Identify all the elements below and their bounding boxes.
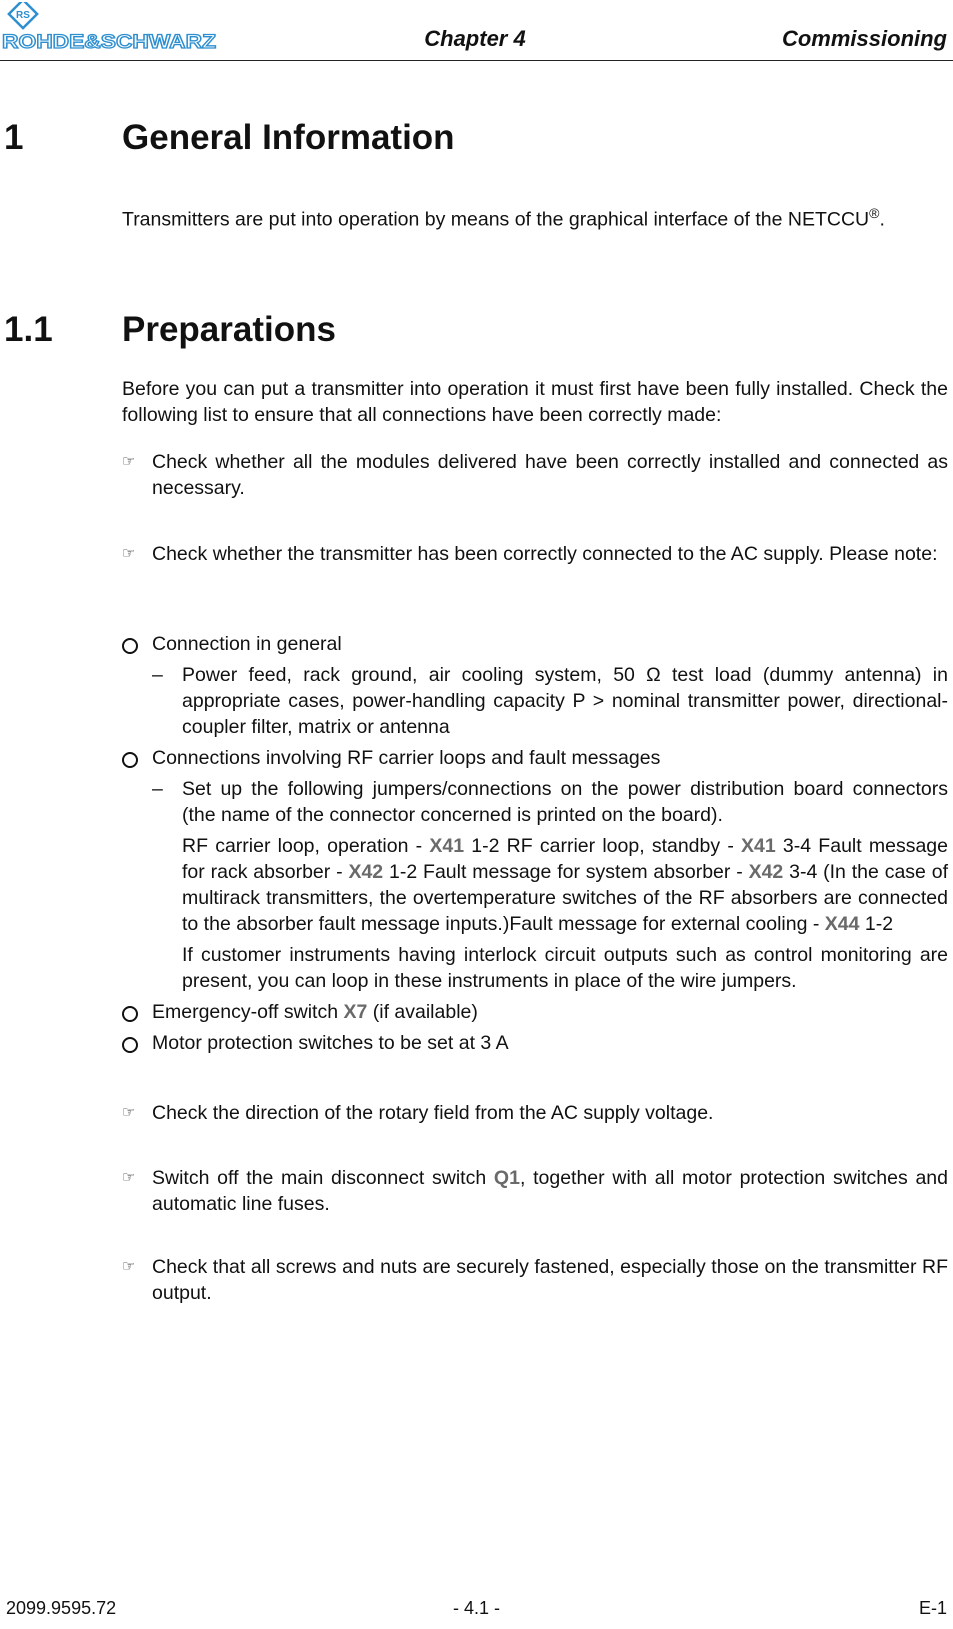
connector-ref: X42 <box>348 861 384 883</box>
checklist-item: ☞ Check that all screws and nuts are securely fastened, especially those on the transmitter RF output. <box>122 1256 948 1304</box>
list-item: Connection in general <box>122 631 948 657</box>
footer-edition: E-1 <box>918 1598 947 1618</box>
header-section: Commissioning <box>781 26 947 51</box>
connector-ref: X41 <box>429 835 465 857</box>
intro-paragraph: Transmitters are put into operation by means of the graphical interface of the NETCCU®. <box>122 205 885 231</box>
connector-ref: X42 <box>748 861 784 883</box>
heading-title: Preparations <box>122 310 336 349</box>
heading-number: 1 <box>4 118 24 157</box>
jumper-connections: RF carrier loop, operation - X41 1-2 RF carrier loop, standby - X41 3-4 Fault message for rack absorber - X42 1-2 Fault message for system absorber - X42 3-4 (In the case of multirack transmitters, the overtemperature switches of the RF absorbers are connected to the absorber fault message inputs.)Fault message for external cooling - X44 1-2 <box>182 835 949 935</box>
heading-title: General Information <box>122 118 455 157</box>
checklist-item: ☞ Switch off the main disconnect switch Q1, together with all motor protection switches and automatic line fuses. <box>122 1167 948 1215</box>
brand-name: ROHDE&SCHWARZ <box>2 32 217 50</box>
footer-page-number: - 4.1 - <box>452 1598 500 1618</box>
connector-ref: X41 <box>741 835 776 857</box>
pointing-hand-icon: ☞ <box>122 1104 136 1121</box>
list-subitem: – Power feed, rack ground, air cooling system, 50 Ω test load (dummy antenna) in appropriate cases, power-handling capacity P > nominal transmitter power, directional-coupler filter, matrix or antenna <box>152 664 948 738</box>
connection-list <box>122 631 948 1056</box>
header-divider <box>0 60 953 61</box>
pointing-hand-icon: ☞ <box>122 453 136 470</box>
customer-note: If customer instruments having interlock circuit outputs such as control monitoring are present, you can loop in these instruments in place of the wire jumpers. <box>182 944 948 992</box>
heading-number: 1.1 <box>4 310 53 349</box>
checklist-item: ☞ Check the direction of the rotary field from the AC supply voltage. <box>122 1102 714 1124</box>
connector-ref: X7 <box>343 1001 368 1023</box>
circle-bullet-icon <box>122 1037 138 1053</box>
header-chapter: Chapter 4 <box>424 26 526 51</box>
prep-intro: Before you can put a transmitter into operation it must first have been fully installed. Check the following list to ensure that all connections have been correctly made: <box>122 378 948 426</box>
heading-general-information <box>4 118 455 158</box>
checklist-item: ☞ Check whether the transmitter has been correctly connected to the AC supply. Please note: <box>122 543 938 565</box>
pointing-hand-icon: ☞ <box>122 1169 136 1186</box>
checklist-item: ☞ Check whether all the modules delivered have been correctly installed and connected as necessary. <box>122 451 948 499</box>
list-item: Emergency-off switch X7 (if available) <box>122 999 948 1025</box>
switch-ref: Q1 <box>493 1167 520 1189</box>
dash-bullet: – <box>152 664 163 686</box>
pointing-hand-icon: ☞ <box>122 545 136 562</box>
rs-diamond-icon <box>9 2 37 28</box>
list-item: Connections involving RF carrier loops and fault messages <box>122 745 948 771</box>
dash-bullet: – <box>152 778 163 800</box>
rohde-schwarz-logo <box>2 2 224 50</box>
svg-text:RS: RS <box>16 10 30 21</box>
list-subitem: – Set up the following jumpers/connections on the power distribution board connectors (the name of the connector concerned is printed on the board). <box>152 778 948 826</box>
circle-bullet-icon <box>122 752 138 768</box>
list-item: Motor protection switches to be set at 3 A <box>122 1030 948 1056</box>
circle-bullet-icon <box>122 1006 138 1022</box>
heading-preparations <box>4 310 336 350</box>
connector-ref: X44 <box>824 913 860 935</box>
pointing-hand-icon: ☞ <box>122 1258 136 1275</box>
footer-doc-number: 2099.9595.72 <box>6 1598 117 1618</box>
circle-bullet-icon <box>122 638 138 654</box>
